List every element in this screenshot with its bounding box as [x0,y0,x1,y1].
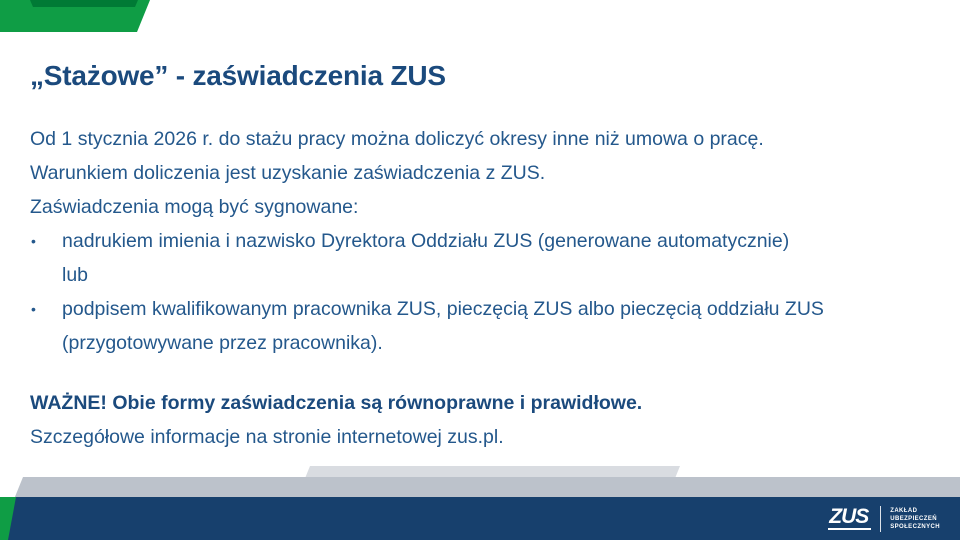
bullet-icon: • [31,301,36,317]
bullet-text: nadrukiem imienia i nazwisko Dyrektora Oddziału ZUS (generowane automatycznie) [62,230,790,252]
intro-line: Od 1 stycznia 2026 r. do stażu pracy można doliczyć okresy inne niż umowa o pracę. [30,128,764,150]
light-gray-bar [306,466,680,477]
caption-line: ZAKŁAD [890,507,918,514]
bullet-text: lub [62,264,89,286]
caption-line: UBEZPIECZEŃ [890,515,937,522]
zus-logo-text: ZUS [828,507,871,530]
slide-body [30,122,940,454]
bullet-text: podpisem kwalifikowanym pracownika ZUS, pieczęcią ZUS albo pieczęcią oddziału ZUS [62,298,824,320]
gray-bar [15,477,960,497]
important-note: WAŻNE! Obie formy zaświadczenia są równoprawne i prawidłowe. [30,392,643,414]
zus-logo [828,497,940,540]
caption-line: SPOŁECZNYCH [890,523,940,530]
info-line: Szczegółowe informacje na stronie internetowej zus.pl. [30,426,504,448]
bullet-text: (przygotowywane przez pracownika). [62,332,383,354]
intro-line: Warunkiem doliczenia jest uzyskanie zaświadczenia z ZUS. [30,162,546,184]
bullet-icon: • [31,233,36,249]
bullet-item [30,292,940,326]
intro-line: Zaświadczenia mogą być sygnowane: [30,196,359,218]
bullet-continuation [30,258,940,292]
dark-green-accent-shape [30,0,140,7]
footer-bar [0,497,960,540]
zus-logo-caption [890,507,940,531]
bullet-item [30,224,940,258]
bullet-continuation [30,326,940,360]
logo-separator [880,506,881,532]
page-title: „Stażowe” - zaświadczenia ZUS [30,60,446,91]
